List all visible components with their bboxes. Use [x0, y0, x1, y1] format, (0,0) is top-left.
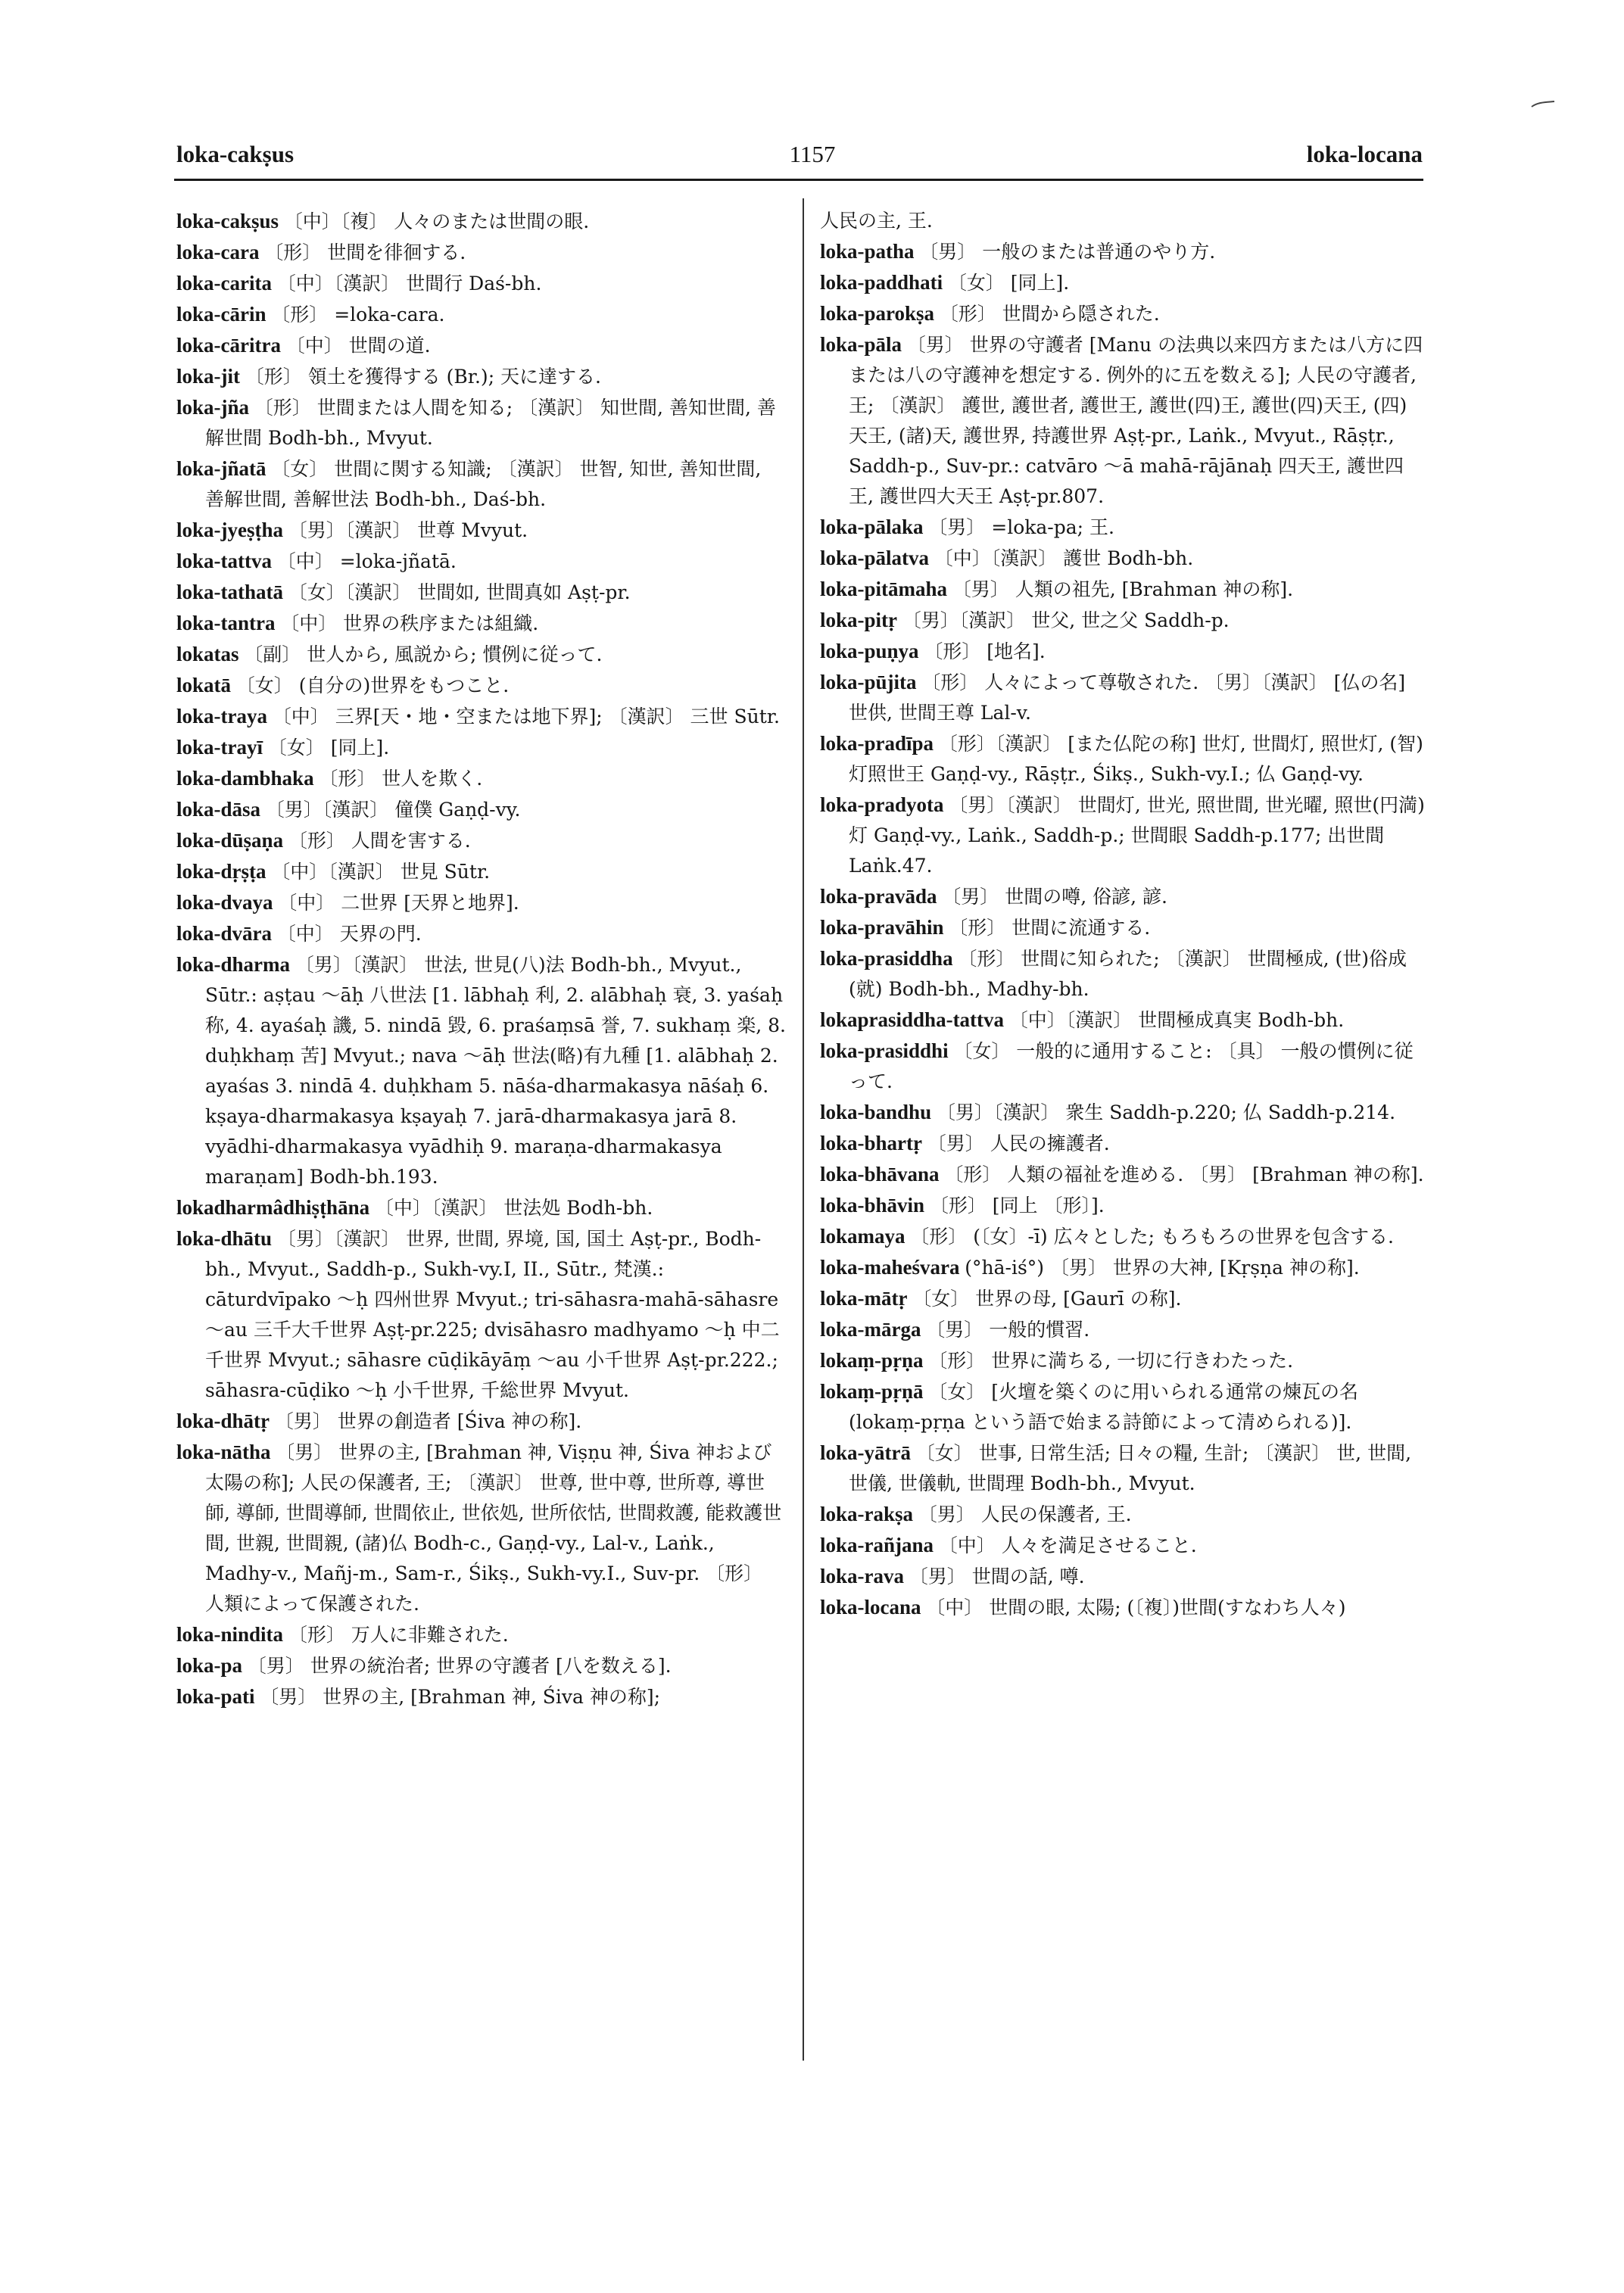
entry-grammar-tags: 〔男〕〔漢訳〕	[936, 1101, 1060, 1123]
entry-grammar-tags: 〔中〕	[276, 550, 334, 572]
entry-headword: loka-puṇya	[820, 640, 924, 662]
entry-grammar-tags: 〔中〕	[280, 612, 338, 634]
entry-definition: [また仏陀の称] 世灯, 世間灯, 照世灯, (智)灯照世王 Gaṇḍ-vy., Rāṣṭr., Śikṣ., Sukh-vy.I.; 仏 Gaṇḍ-vy.	[849, 733, 1423, 785]
entry-headword: loka-carita	[176, 272, 277, 294]
entry-grammar-tags: 〔女〕	[953, 1040, 1011, 1062]
dictionary-entry	[820, 1036, 1426, 1097]
entry-definition: =loka-pa; 王.	[985, 516, 1114, 538]
entry-grammar-tags: 〔男〕	[260, 1686, 317, 1708]
entry-headword: loka-cakṣus	[176, 210, 284, 232]
entry-grammar-tags: 〔男〕	[927, 1132, 984, 1154]
entry-headword: lokatas	[176, 643, 245, 665]
dictionary-entry	[820, 1128, 1426, 1159]
header-rule	[174, 179, 1423, 181]
entry-definition: [同上].	[1004, 272, 1070, 294]
dictionary-entry	[820, 512, 1426, 543]
entry-definition: 人々によって尊敬された. 〔男〕〔漢訳〕 [仏の名] 世供, 世間王尊 Lal-v.	[849, 671, 1406, 724]
entry-grammar-tags: 〔形〕	[271, 304, 329, 326]
entry-definition: 世間の眼, 太陽; (〔複〕)世間(すなわち人々)	[983, 1597, 1346, 1618]
entry-headword: loka-pradyota	[820, 793, 949, 816]
dictionary-entry	[820, 1345, 1426, 1376]
entry-grammar-tags: 〔男〕	[276, 1441, 333, 1463]
dictionary-entry	[820, 881, 1426, 912]
entry-headword: loka-cāritra	[176, 334, 286, 357]
entry-grammar-tags: 〔形〕	[949, 917, 1006, 939]
entry-headword: lokaṃ-pṛṇā	[820, 1380, 929, 1403]
entry-headword: loka-bhartṛ	[820, 1132, 927, 1154]
entry-grammar-tags: 〔中〕	[272, 706, 329, 727]
entry-grammar-tags: 〔形〕	[944, 1164, 1002, 1185]
entry-headword: loka-maheśvara	[820, 1256, 965, 1279]
entry-grammar-tags: 〔男〕	[952, 578, 1009, 600]
entry-headword: loka-dvaya	[176, 891, 279, 914]
entry-grammar-tags: 〔男〕〔漢訳〕	[288, 519, 412, 541]
entry-definition: 人民の擁護者.	[983, 1132, 1110, 1154]
dictionary-entry	[176, 237, 786, 268]
entry-headword: loka-mātṛ	[820, 1287, 913, 1310]
entry-definition: (〔女〕-ī) 広々とした; もろもろの世界を包含する.	[967, 1226, 1394, 1248]
dictionary-entry	[820, 1376, 1426, 1438]
entry-headword: loka-dāsa	[176, 798, 266, 821]
dictionary-entry	[176, 918, 786, 949]
dictionary-entry	[176, 732, 786, 763]
entry-headword: loka-pālatva	[820, 547, 934, 569]
entry-headword: loka-rakṣa	[820, 1503, 918, 1525]
entry-grammar-tags: 〔中〕〔漢訳〕	[1008, 1009, 1133, 1031]
entry-grammar-tags: 〔中〕	[276, 923, 334, 945]
entry-headword: loka-jñatā	[176, 457, 272, 480]
entry-headword: loka-pa	[176, 1654, 248, 1677]
dictionary-entry	[176, 330, 786, 361]
entry-definition: [同上].	[324, 737, 390, 759]
entry-definition: 万人に非難された.	[344, 1624, 509, 1646]
dictionary-entry	[820, 1314, 1426, 1345]
entry-grammar-tags: 〔中〕	[285, 335, 343, 357]
left-column	[176, 206, 786, 1712]
entry-grammar-tags: 〔男〕	[247, 1655, 304, 1677]
entry-definition: 世界の創造者 [Śiva 神の称].	[331, 1410, 582, 1432]
entry-definition: 世間または人間を知る; 〔漢訳〕 知世間, 善知世間, 善解世間 Bodh-bh., Mvyut.	[205, 397, 776, 449]
entry-definition: 一般的慣習.	[983, 1319, 1090, 1341]
dictionary-entry	[820, 574, 1426, 605]
entry-definition: 世界に満ちる, 一切に行きわたった.	[985, 1350, 1294, 1372]
entry-grammar-tags: 〔女〕	[267, 737, 325, 759]
entry-grammar-tags: 〔男〕	[926, 1319, 983, 1341]
entry-headword: loka-bhāvana	[820, 1163, 945, 1185]
entry-definition: 世界の統治者; 世界の守護者 [八を数える].	[304, 1655, 672, 1677]
dictionary-entry	[176, 794, 786, 825]
entry-headword: loka-dambhaka	[176, 767, 320, 790]
dictionary-entry	[820, 1499, 1426, 1530]
entry-headword: loka-tattva	[176, 550, 277, 572]
entry-definition: =loka-cara.	[328, 304, 445, 326]
column-divider	[803, 198, 804, 2061]
dictionary-entry	[820, 1252, 1426, 1283]
entry-grammar-tags: 〔形〕	[319, 768, 376, 790]
dictionary-entry	[176, 1650, 786, 1681]
entry-grammar-tags: 〔副〕	[244, 643, 301, 665]
dictionary-entry	[176, 299, 786, 330]
dictionary-entry	[176, 949, 786, 1192]
entry-headword: loka-dhātu	[176, 1227, 277, 1250]
entry-headword: loka-patha	[820, 240, 920, 263]
dictionary-entry	[820, 206, 1426, 236]
entry-headword: loka-parokṣa	[820, 302, 940, 325]
dictionary-entry	[176, 856, 786, 887]
entry-grammar-tags: 〔中〕〔複〕	[283, 210, 388, 232]
entry-headword: loka-trayī	[176, 736, 268, 759]
entry-grammar-tags: 〔女〕	[915, 1442, 973, 1464]
dictionary-entry	[176, 392, 786, 453]
dictionary-entry	[820, 236, 1426, 267]
entry-definition: 人民の保護者, 王.	[974, 1503, 1132, 1525]
entry-definition: 世人を欺く.	[376, 768, 483, 790]
dictionary-entry	[820, 1592, 1426, 1623]
entry-headword: loka-nindita	[176, 1623, 288, 1646]
dictionary-entry	[176, 577, 786, 608]
dictionary-entry	[820, 1097, 1426, 1128]
entry-definition: 世界の守護者 [Manu の法典以来四方または八方に四または八の守護神を想定する. 例外的に五を数える]; 人民の守護者, 王; 〔漢訳〕 護世, 護世者, 護世王, 護世(四)王, 護世(四)天王, (四)天王, (諸)天, 護世界, 持護世界 Aṣṭ-pr., Laṅk., Mvyut., Rāṣṭr., Saddh-p., Suv-pr.: catvāro ～ā mahā-rājānaḥ 四天王, 護世四王, 護世四大天王 Aṣṭ-pr.807.	[849, 334, 1423, 507]
entry-headword: loka-rava	[820, 1565, 909, 1587]
dictionary-entry	[820, 1005, 1426, 1036]
entry-definition: 一般のまたは普通のやり方.	[976, 241, 1216, 263]
stray-mark-icon	[1530, 100, 1556, 109]
entry-headword: loka-dūṣaṇa	[176, 829, 288, 852]
dictionary-entry	[820, 605, 1426, 636]
entry-headword: loka-pitṛ	[820, 609, 902, 631]
entry-grammar-tags: 〔形〕	[288, 1624, 345, 1646]
entry-headword: loka-jyeṣṭha	[176, 519, 288, 541]
entry-definition: 世尊 Mvyut.	[411, 519, 528, 541]
entry-grammar-tags: 〔中〕	[926, 1597, 983, 1618]
entry-definition: 世間の話, 噂.	[965, 1566, 1085, 1587]
dictionary-entry	[176, 453, 786, 515]
entry-headword: loka-jña	[176, 396, 254, 419]
entry-grammar-tags: 〔形〕	[939, 303, 996, 325]
entry-definition: 二世界 [天界と地界].	[335, 892, 519, 914]
dictionary-entry	[820, 1190, 1426, 1221]
entry-grammar-tags: 〔中〕〔漢訳〕	[276, 273, 401, 294]
entry-headword: loka-nātha	[176, 1441, 276, 1463]
entry-headword: loka-pālaka	[820, 516, 929, 538]
entry-definition: 世父, 世之父 Saddh-p.	[1025, 609, 1230, 631]
entry-definition: 人類の祖先, [Brahman 神の称].	[1008, 578, 1294, 600]
entry-headword: lokamaya	[820, 1225, 911, 1248]
entry-definition: 世界, 世間, 界境, 国, 国土 Aṣṭ-pr., Bodh-bh., Mvyut., Saddh-p., Sukh-vy.I, II., Sūtr., 梵漢.: cāturdvīpako ～ḥ 四州世界 Mvyut.; tri-sāhasra-mahā-sāhasre ～au 三千大千世界 Aṣṭ-pr.225; dvisāhasro madhyamo ～ḥ 中二千世界 Mvyut.; sāhasre cūḍikāyāṃ ～au 小千世界 Aṣṭ-pr.222.; sāhasra-cūḍiko ～ḥ 小千世界, 千総世界 Mvyut.	[205, 1228, 780, 1401]
entry-definition: 世間から隠された.	[996, 303, 1160, 325]
dictionary-entry	[176, 701, 786, 732]
entry-grammar-tags: 〔形〕〔漢訳〕	[938, 733, 1062, 755]
dictionary-entry	[820, 267, 1426, 298]
entry-headword: loka-bhāvin	[820, 1194, 930, 1217]
entry-grammar-tags: 〔男〕	[909, 1566, 966, 1587]
entry-grammar-tags: 〔中〕	[938, 1534, 996, 1556]
dictionary-entry	[820, 329, 1426, 512]
dictionary-entry	[176, 1406, 786, 1437]
entry-grammar-tags: 〔男〕	[906, 334, 964, 356]
dictionary-entry	[176, 639, 786, 670]
entry-headword: loka-dhātṛ	[176, 1410, 275, 1432]
dictionary-entry	[176, 206, 786, 237]
entry-headword: loka-yātrā	[820, 1441, 916, 1464]
dictionary-entry	[820, 1561, 1426, 1592]
dictionary-entry	[820, 1159, 1426, 1190]
entry-definition: 世見 Sūtr.	[394, 861, 491, 883]
entry-headword: loka-bandhu	[820, 1101, 937, 1123]
dictionary-entry	[820, 943, 1426, 1005]
entry-headword: loka-mārga	[820, 1318, 927, 1341]
running-head-right: loka-locana	[1306, 141, 1423, 167]
entry-definition: [同上 〔形〕].	[986, 1195, 1105, 1217]
entry-headword: loka-prasiddha	[820, 947, 959, 970]
entry-headword: loka-pāla	[820, 333, 907, 356]
entry-headword: lokaprasiddha-tattva	[820, 1008, 1009, 1031]
dictionary-entry	[176, 887, 786, 918]
entry-definition: [火壇を築くのに用いられる通常の煉瓦の名 (lokaṃ-pṛṇa という語で始まる詩節によって清められる)].	[849, 1381, 1358, 1433]
entry-grammar-tags: 〔形〕	[958, 948, 1015, 970]
dictionary-entry	[176, 268, 786, 299]
dictionary-entry	[820, 1530, 1426, 1561]
entry-headword: loka-dṛṣṭa	[176, 860, 272, 883]
entry-grammar-tags: 〔形〕	[928, 1350, 986, 1372]
entry-headword: loka-locana	[820, 1596, 927, 1618]
entry-definition: (°hā-iś°) 〔男〕 世界の大神, [Kṛṣṇa 神の称].	[965, 1257, 1360, 1279]
entry-grammar-tags: 〔中〕〔漢訳〕	[934, 547, 1058, 569]
entry-grammar-tags: 〔形〕	[264, 241, 322, 263]
dictionary-entry	[820, 636, 1426, 667]
dictionary-entry	[176, 670, 786, 701]
entry-grammar-tags: 〔男〕	[942, 886, 999, 908]
entry-headword: loka-dvāra	[176, 922, 277, 945]
entry-definition: 人類の福祉を進める. 〔男〕 [Brahman 神の称].	[1001, 1164, 1424, 1185]
dictionary-entry	[820, 298, 1426, 329]
entry-headword: lokatā	[176, 674, 236, 696]
dictionary-entry	[820, 728, 1426, 790]
entry-headword: loka-pradīpa	[820, 732, 939, 755]
entry-headword: loka-pati	[176, 1685, 260, 1708]
page-number: 1157	[789, 141, 836, 167]
entry-grammar-tags: 〔女〕	[947, 272, 1005, 294]
entry-definition: 人々を満足させること.	[995, 1534, 1197, 1556]
entry-definition: 世法処 Bodh-bh.	[497, 1197, 653, 1219]
entry-grammar-tags: 〔男〕〔漢訳〕	[276, 1228, 401, 1250]
dictionary-entry	[176, 763, 786, 794]
entry-grammar-tags: 〔中〕〔漢訳〕	[271, 861, 394, 883]
dictionary-entry	[820, 1438, 1426, 1499]
dictionary-entry	[176, 546, 786, 577]
dictionary-entry	[176, 1223, 786, 1406]
entry-definition: 三界[天・地・空または地下界]; 〔漢訳〕 三世 Sūtr.	[329, 706, 780, 727]
entry-headword: loka-dharma	[176, 953, 295, 976]
dictionary-entry	[176, 608, 786, 639]
entry-headword: loka-tathatā	[176, 581, 288, 603]
entry-grammar-tags: 〔形〕	[929, 1195, 987, 1217]
entry-grammar-tags: 〔男〕〔漢訳〕	[902, 609, 1026, 631]
entry-headword: loka-pravāhin	[820, 916, 949, 939]
entry-definition: (自分の)世界をもつこと.	[292, 675, 510, 696]
entry-grammar-tags: 〔男〕	[928, 516, 986, 538]
entry-headword: loka-tantra	[176, 612, 281, 634]
entry-grammar-tags: 〔男〕〔漢訳〕	[295, 954, 419, 976]
entry-grammar-tags: 〔女〕	[235, 675, 293, 696]
dictionary-entry	[820, 543, 1426, 574]
entry-definition: 人々のまたは世間の眼.	[388, 210, 590, 232]
dictionary-entry	[820, 1283, 1426, 1314]
entry-definition: 領土を獲得する (Br.); 天に達する.	[301, 366, 602, 388]
entry-grammar-tags: 〔形〕	[254, 397, 311, 419]
entry-definition: 護世 Bodh-bh.	[1057, 547, 1194, 569]
entry-headword: loka-rañjana	[820, 1534, 939, 1556]
dictionary-entry	[176, 825, 786, 856]
entry-definition: 世法, 世見(八)法 Bodh-bh., Mvyut., Sūtr.: aṣṭau ～āḥ 八世法 [1. lābhaḥ 利, 2. alābhaḥ 衰, 3. yaśaḥ 称, 4. ayaśaḥ 譏, 5. nindā 毀, 6. praśaṃsā 誉, 7. sukhaṃ 楽, 8. duḥkhaṃ 苦] Mvyut.; nava ～āḥ 世法(略)有九種 [1. alābhaḥ 2. ayaśas 3. nindā 4. duḥkham 5. nāśa-dharmakasya nāśaḥ 6. kṣaya-dharmakasya kṣayaḥ 7. jarā-dharmakasya jarā 8. vyādhi-dharmakasya vyādhiḥ 9. maraṇa-dharmakasya maraṇam] Bodh-bh.193.	[205, 954, 787, 1188]
entry-definition: 世界の母, [Gaurī の称].	[969, 1288, 1182, 1310]
dictionary-entry	[176, 1192, 786, 1223]
right-column	[820, 206, 1426, 1623]
entry-headword: lokadharmâdhiṣṭhāna	[176, 1196, 375, 1219]
entry-grammar-tags: 〔男〕	[918, 1503, 975, 1525]
entry-definition: 人民の主, 王.	[820, 210, 933, 232]
entry-headword: loka-traya	[176, 705, 273, 727]
entry-headword: loka-cārin	[176, 303, 272, 326]
entry-grammar-tags: 〔形〕	[245, 366, 302, 388]
entry-definition: 僮僕 Gaṇḍ-vy.	[388, 799, 521, 821]
dictionary-entry	[176, 515, 786, 546]
entry-definition: 衆生 Saddh-p.220; 仏 Saddh-p.214.	[1059, 1101, 1396, 1123]
entry-grammar-tags: 〔女〕	[928, 1381, 986, 1403]
entry-definition: 世間を徘徊する.	[321, 241, 466, 263]
entry-definition: 世間灯, 世光, 照世間, 世光曜, 照世(円満)灯 Gaṇḍ-vy., Laṅk., Saddh-p.; 世間眼 Saddh-p.177; 出世間 Laṅk.47.	[849, 794, 1425, 877]
entry-grammar-tags: 〔男〕〔漢訳〕	[265, 799, 389, 821]
entry-definition: 世界の主, [Brahman 神, Śiva 神の称];	[316, 1686, 661, 1708]
entry-headword: loka-prasiddhi	[820, 1039, 954, 1062]
entry-grammar-tags: 〔女〕	[271, 458, 329, 480]
entry-grammar-tags: 〔形〕	[288, 830, 345, 852]
entry-definition: 世事, 日常生活; 日々の糧, 生計; 〔漢訳〕 世, 世間, 世儀, 世儀軌, 世間理 Bodh-bh., Mvyut.	[849, 1442, 1412, 1494]
entry-grammar-tags: 〔形〕	[924, 640, 981, 662]
entry-definition: 人間を害する.	[344, 830, 471, 852]
entry-definition: 世界の主, [Brahman 神, Viṣṇu 神, Śiva 神および太陽の称]; 人民の保護者, 王; 〔漢訳〕 世尊, 世中尊, 世所尊, 導世師, 導師, 世間導師, 世間依止, 世依処, 世所依怙, 世間救護, 能救護世間, 世親, 世間親, (諸)仏 Bodh-c., Gaṇḍ-vy., Lal-v., Laṅk., Madhy-v., Mañj-m., Sam-r., Śikṣ., Sukh-vy.I., Suv-pr. 〔形〕 人類によって保護された.	[205, 1441, 782, 1615]
dictionary-entry	[176, 1437, 786, 1619]
entry-grammar-tags: 〔形〕	[921, 671, 979, 693]
entry-headword: loka-pūjita	[820, 671, 922, 693]
entry-definition: 世間に関する知識; 〔漢訳〕 世智, 知世, 善知世間, 善解世間, 善解世法 Bodh-bh., Daś-bh.	[205, 458, 762, 510]
entry-definition: =loka-jñatā.	[333, 550, 457, 572]
entry-grammar-tags: 〔男〕	[919, 241, 977, 263]
entry-grammar-tags: 〔女〕	[912, 1288, 970, 1310]
dictionary-entry	[176, 1619, 786, 1650]
entry-definition: [地名].	[980, 640, 1046, 662]
entry-definition: 世間の噂, 俗諺, 諺.	[999, 886, 1167, 908]
entry-grammar-tags: 〔形〕	[910, 1226, 968, 1248]
entry-definition: 世間極成真実 Bodh-bh.	[1132, 1009, 1345, 1031]
entry-grammar-tags: 〔男〕〔漢訳〕	[949, 794, 1072, 816]
entry-definition: 世間に流通する.	[1005, 917, 1151, 939]
entry-definition: 世間行 Daś-bh.	[400, 273, 542, 294]
dictionary-entry	[820, 667, 1426, 728]
dictionary-entry	[820, 790, 1426, 881]
dictionary-entry	[176, 1681, 786, 1712]
entry-grammar-tags: 〔中〕	[278, 892, 335, 914]
entry-definition: 世間に知られた; 〔漢訳〕 世間極成, (世)俗成(就) Bodh-bh., Madhy-bh.	[849, 948, 1407, 1000]
entry-headword: loka-pravāda	[820, 885, 943, 908]
running-head-left: loka-cakṣus	[176, 141, 295, 167]
entry-definition: 一般的に通用すること: 〔具〕 一般の慣例に従って.	[849, 1040, 1414, 1092]
entry-definition: 世間の道.	[342, 335, 431, 357]
dictionary-entry	[820, 912, 1426, 943]
entry-definition: 世間如, 世間真如 Aṣṭ-pr.	[411, 581, 631, 603]
entry-headword: loka-jit	[176, 365, 245, 388]
entry-headword: loka-pitāmaha	[820, 578, 952, 600]
entry-headword: lokaṃ-pṛṇa	[820, 1349, 929, 1372]
entry-definition: 天界の門.	[333, 923, 422, 945]
entry-grammar-tags: 〔男〕	[274, 1410, 332, 1432]
entry-grammar-tags: 〔女〕〔漢訳〕	[288, 581, 412, 603]
dictionary-entry	[820, 1221, 1426, 1252]
entry-definition: 世人から, 風説から; 慣例に従って.	[301, 643, 603, 665]
entry-definition: 世界の秩序または組織.	[337, 612, 539, 634]
entry-headword: loka-cara	[176, 241, 265, 263]
dictionary-entry	[176, 361, 786, 392]
entry-grammar-tags: 〔中〕〔漢訳〕	[374, 1197, 498, 1219]
entry-headword: loka-paddhati	[820, 271, 948, 294]
